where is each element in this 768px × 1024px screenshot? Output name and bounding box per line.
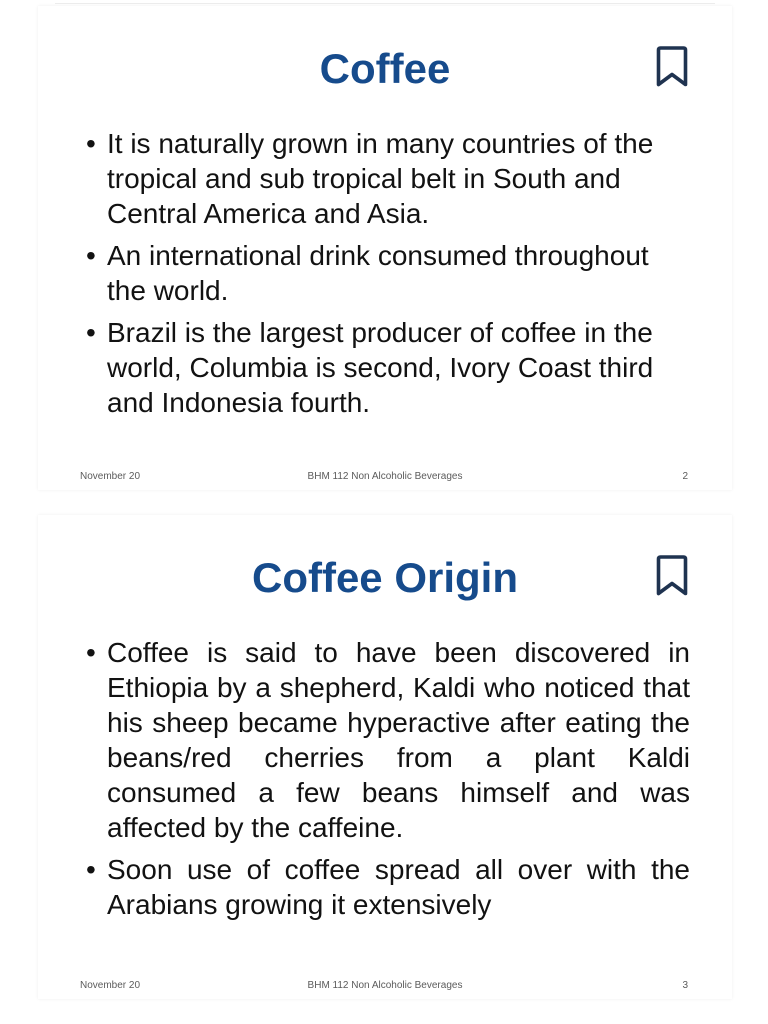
footer-course-title: BHM 112 Non Alcoholic Beverages [307,471,463,482]
footer-page-number: 2 [682,471,688,482]
bookmark-outline[interactable] [659,557,686,594]
bullet-item [86,238,690,308]
bullet-list [86,126,690,420]
bullet-list [86,635,690,922]
slide-card [38,6,732,490]
bullet-text-line: tropical and sub tropical belt in South and [107,163,621,194]
bullet-text-line: and Indonesia fourth. [107,387,371,418]
page-divider [55,3,715,4]
slide-title: Coffee [319,45,451,92]
bullet-marker: • [86,854,96,885]
bookmark-icon[interactable] [654,553,690,597]
footer-course-title: BHM 112 Non Alcoholic Beverages [307,980,463,991]
bullet-text-line: his sheep became hyperactive after eating the [107,707,690,738]
bullet-text-line: consumed a few beans himself and was [107,777,690,808]
bullet-text-line: Soon use of coffee spread all over with the [107,854,690,885]
bullet-text-line: Arabians growing it extensively [107,889,492,920]
bookmark-icon[interactable] [654,44,690,88]
footer-date: November 20 [80,980,141,991]
bullet-text-line: An international drink consumed throughout [107,240,649,271]
slide-footer [38,979,732,993]
slide-card [38,515,732,999]
bookmark-button[interactable] [654,44,690,88]
bookmark-button[interactable] [654,553,690,597]
bullet-marker: • [86,240,96,271]
bullet-marker: • [86,317,96,348]
bullet-text-line: the world. [107,275,229,306]
bullet-text-line: affected by the caffeine. [107,812,404,843]
bullet-text-line: Central America and Asia. [107,198,430,229]
bullet-item [86,852,690,922]
bookmark-outline[interactable] [659,48,686,85]
bullet-item [86,315,690,420]
bullet-item [86,635,690,845]
slide-footer [38,470,732,484]
bullet-item [86,126,690,231]
footer-date: November 20 [80,471,141,482]
bullet-text-line: Coffee is said to have been discovered in [107,637,690,668]
footer-page-number: 3 [682,980,688,991]
bullet-text-line: Ethiopia by a shepherd, Kaldi who noticed that [107,672,690,703]
bullet-text-line: beans/red cherries from a plant Kaldi [107,742,690,773]
bullet-text-line: It is naturally grown in many countries of the [107,128,654,159]
bullet-marker: • [86,128,96,159]
bullet-marker: • [86,637,96,668]
bullet-text-line: world, Columbia is second, Ivory Coast third [107,352,654,383]
slide-title: Coffee Origin [251,554,518,601]
bullet-text-line: Brazil is the largest producer of coffee in the [107,317,653,348]
